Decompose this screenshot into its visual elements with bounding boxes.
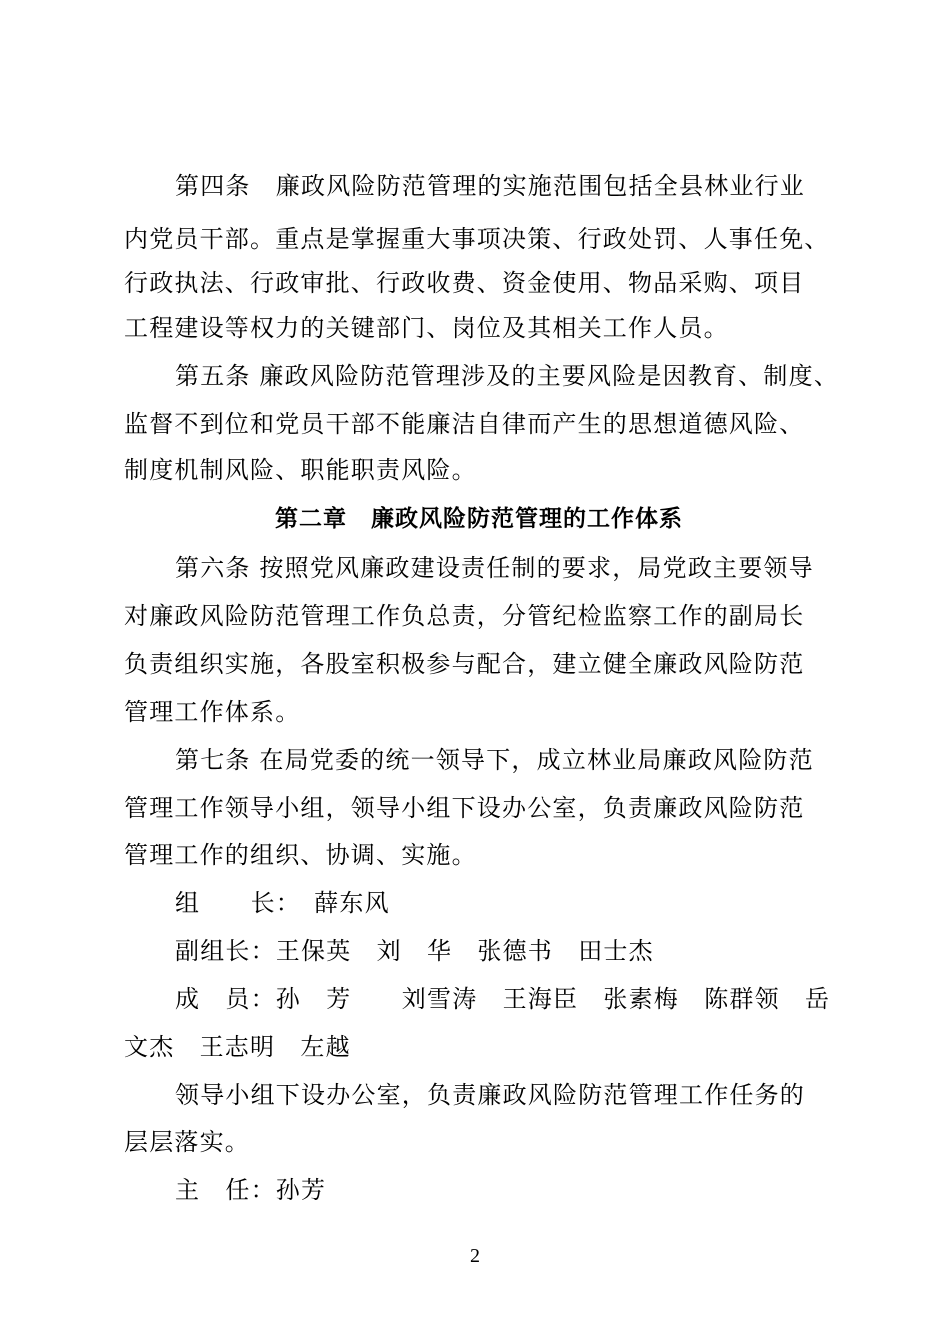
- article-5-line-1: 第五条 廉政风险防范管理涉及的主要风险是因教育、制度、: [175, 362, 840, 390]
- article-6-line-3: 负责组织实施，各股室积极参与配合，建立健全廉政风险防范: [124, 650, 805, 678]
- page-number: 2: [470, 1245, 480, 1267]
- article-6-line-4: 管理工作体系。: [124, 698, 301, 726]
- group-members-line-2: 文杰 王志明 左越: [124, 1033, 351, 1061]
- article-7-line-1: 第七条 在局党委的统一领导下，成立林业局廉政风险防范: [175, 746, 814, 774]
- group-deputy-leaders: 副组长：王保英 刘 华 张德书 田士杰: [175, 937, 654, 965]
- article-5-line-3: 制度机制风险、职能职责风险。: [124, 456, 477, 484]
- article-4-line-4: 工程建设等权力的关键部门、岗位及其相关工作人员。: [124, 314, 729, 342]
- group-leader: 组 长： 薛东风: [175, 889, 390, 917]
- group-members-line-1: 成 员：孙 芳 刘雪涛 王海臣 张素梅 陈群领 岳: [175, 985, 831, 1013]
- article-4-line-3: 行政执法、行政审批、行政收费、资金使用、物品采购、项目: [124, 269, 805, 297]
- office-director: 主 任：孙芳: [175, 1176, 327, 1204]
- article-7-line-3: 管理工作的组织、协调、实施。: [124, 841, 477, 869]
- article-5-line-2: 监督不到位和党员干部不能廉洁自律而产生的思想道德风险、: [124, 410, 805, 438]
- article-7-line-2: 管理工作领导小组，领导小组下设办公室，负责廉政风险防范: [124, 794, 805, 822]
- article-6-line-2: 对廉政风险防范管理工作负总责，分管纪检监察工作的副局长: [124, 602, 805, 630]
- office-line-2: 层层落实。: [124, 1128, 250, 1156]
- article-4-line-1: 第四条 廉政风险防范管理的实施范围包括全县林业行业: [175, 172, 805, 200]
- chapter-2-heading: 第二章 廉政风险防范管理的工作体系: [275, 506, 683, 532]
- article-6-line-1: 第六条 按照党风廉政建设责任制的要求，局党政主要领导: [175, 554, 814, 582]
- article-4-line-2: 内党员干部。重点是掌握重大事项决策、行政处罚、人事任免、: [124, 225, 830, 253]
- office-line-1: 领导小组下设办公室，负责廉政风险防范管理工作任务的: [175, 1081, 805, 1109]
